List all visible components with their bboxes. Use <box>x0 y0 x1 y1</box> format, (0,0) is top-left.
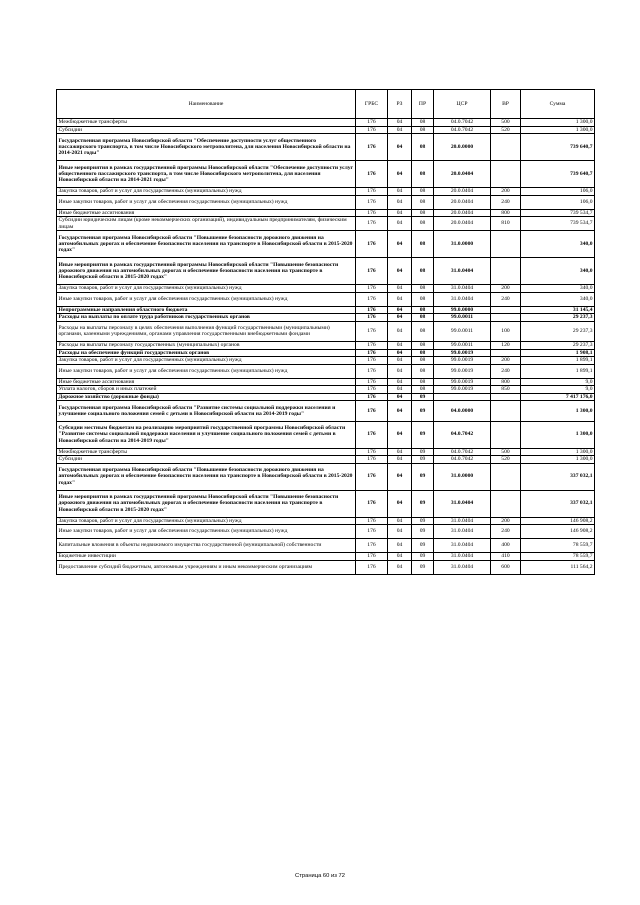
cell-grbs: 176 <box>356 421 388 448</box>
cell-pr: 09 <box>412 490 434 517</box>
table-row <box>57 161 595 188</box>
cell-grbs: 176 <box>356 306 388 314</box>
cell-sum: 146 908,2 <box>521 517 595 525</box>
cell-name: Субсидии <box>57 456 356 464</box>
cell-vr: 600 <box>491 560 521 574</box>
table-row <box>57 134 595 161</box>
cell-rz: 04 <box>388 314 412 322</box>
cell-pr: 09 <box>412 525 434 539</box>
cell-sum: 1 300,0 <box>521 126 595 134</box>
table-row <box>57 525 595 539</box>
cell-csr: 20.0.0404 <box>434 188 491 196</box>
cell-vr <box>491 161 521 188</box>
cell-grbs: 176 <box>356 292 388 306</box>
cell-csr <box>434 393 491 401</box>
cell-grbs: 176 <box>356 231 388 258</box>
cell-name: Бюджетные инвестиции <box>57 553 356 561</box>
cell-sum: 340,0 <box>521 285 595 293</box>
cell-vr: 800 <box>491 378 521 386</box>
cell-csr: 99.0.0000 <box>434 306 491 314</box>
header-pr: ПР <box>412 90 434 119</box>
cell-vr <box>491 349 521 357</box>
cell-csr: 20.0.0404 <box>434 161 491 188</box>
cell-vr: 100 <box>491 321 521 342</box>
cell-csr: 04.0.7042 <box>434 421 491 448</box>
cell-pr: 08 <box>412 188 434 196</box>
cell-grbs: 176 <box>356 364 388 378</box>
cell-pr: 09 <box>412 553 434 561</box>
cell-grbs: 176 <box>356 195 388 209</box>
cell-rz: 04 <box>388 525 412 539</box>
cell-csr: 99.0.0019 <box>434 349 491 357</box>
table-row <box>57 357 595 365</box>
cell-rz: 04 <box>388 357 412 365</box>
cell-rz: 04 <box>388 292 412 306</box>
table-row <box>57 306 595 314</box>
cell-grbs: 176 <box>356 119 388 127</box>
cell-csr: 31.0.0000 <box>434 231 491 258</box>
cell-csr: 20.0.0000 <box>434 134 491 161</box>
cell-grbs: 176 <box>356 386 388 394</box>
table-row <box>57 231 595 258</box>
cell-rz: 04 <box>388 119 412 127</box>
table-row <box>57 342 595 350</box>
cell-sum: 1 899,1 <box>521 357 595 365</box>
cell-name: Расходы на выплаты персоналу в целях обеспечения выполнения функций государственными (муниципальными) органами, казенными учреждениями, органами управления государственными внебюджетными фондами <box>57 321 356 342</box>
cell-name: Субсидии местным бюджетам на реализацию мероприятий государственной программы Новосибирской области "Развитие системы социальной поддержки населения и улучшение социального положения семей с детьми в Новосибирской области на 2014-2019 годы" <box>57 421 356 448</box>
cell-name: Расходы на выплаты по оплате труда работников государственных органов <box>57 314 356 322</box>
cell-csr: 04.0.7042 <box>434 126 491 134</box>
cell-pr: 08 <box>412 258 434 285</box>
table-row <box>57 188 595 196</box>
cell-pr: 08 <box>412 209 434 217</box>
table-row <box>57 364 595 378</box>
cell-csr: 31.0.0404 <box>434 517 491 525</box>
cell-rz: 04 <box>388 560 412 574</box>
cell-sum: 1 300,0 <box>521 421 595 448</box>
table-row <box>57 285 595 293</box>
cell-pr: 08 <box>412 285 434 293</box>
cell-csr: 04.0.7042 <box>434 456 491 464</box>
cell-rz: 04 <box>388 195 412 209</box>
cell-rz: 04 <box>388 421 412 448</box>
cell-pr: 08 <box>412 134 434 161</box>
table-header-row <box>57 90 595 119</box>
cell-vr: 850 <box>491 386 521 394</box>
cell-sum: 739 534,7 <box>521 209 595 217</box>
cell-rz: 04 <box>388 321 412 342</box>
cell-csr: 31.0.0404 <box>434 490 491 517</box>
cell-pr: 09 <box>412 560 434 574</box>
cell-rz: 04 <box>388 490 412 517</box>
cell-name: Иные мероприятия в рамках государственной программы Новосибирской области "Повышение безопасности дорожного движения на автомобильных дорогах и обеспечение безопасности населения на транспорте в Новосибирской области в 2015-2020 годах" <box>57 490 356 517</box>
page-number: Страница 60 из 72 <box>295 873 345 879</box>
cell-vr <box>491 258 521 285</box>
cell-grbs: 176 <box>356 448 388 456</box>
cell-csr: 04.0.7042 <box>434 448 491 456</box>
cell-name: Межбюджетные трансферты <box>57 119 356 127</box>
cell-sum: 29 237,3 <box>521 342 595 350</box>
cell-name: Иные закупки товаров, работ и услуг для обеспечения государственных (муниципальных) нужд <box>57 525 356 539</box>
cell-rz: 04 <box>388 553 412 561</box>
cell-vr <box>491 463 521 490</box>
cell-name: Расходы на выплаты персоналу государственных (муниципальных) органов <box>57 342 356 350</box>
cell-vr: 520 <box>491 126 521 134</box>
cell-pr: 08 <box>412 119 434 127</box>
cell-rz: 04 <box>388 209 412 217</box>
cell-pr: 08 <box>412 342 434 350</box>
table-row <box>57 258 595 285</box>
cell-vr: 240 <box>491 292 521 306</box>
cell-rz: 04 <box>388 285 412 293</box>
cell-sum: 78 559,7 <box>521 539 595 553</box>
cell-grbs: 176 <box>356 378 388 386</box>
cell-name: Иные закупки товаров, работ и услуг для обеспечения государственных (муниципальных) нужд <box>57 195 356 209</box>
cell-vr: 410 <box>491 553 521 561</box>
cell-name: Уплата налогов, сборов и иных платежей <box>57 386 356 394</box>
cell-name: Субсидии <box>57 126 356 134</box>
cell-sum: 739 640,7 <box>521 161 595 188</box>
table-row <box>57 378 595 386</box>
cell-name: Межбюджетные трансферты <box>57 448 356 456</box>
cell-grbs: 176 <box>356 285 388 293</box>
cell-rz: 04 <box>388 456 412 464</box>
cell-rz: 04 <box>388 258 412 285</box>
cell-sum: 9,0 <box>521 378 595 386</box>
cell-pr: 09 <box>412 393 434 401</box>
cell-csr: 31.0.0404 <box>434 285 491 293</box>
cell-grbs: 176 <box>356 357 388 365</box>
cell-name: Государственная программа Новосибирской области "Обеспечение доступности услуг общественного пассажирского транспорта, в том числе Новосибирского метрополитена, для населения Новосибирской области на 2014-2021 годы" <box>57 134 356 161</box>
cell-vr: 800 <box>491 209 521 217</box>
cell-csr: 04.0.7042 <box>434 119 491 127</box>
cell-name: Закупка товаров, работ и услуг для государственных (муниципальных) нужд <box>57 357 356 365</box>
cell-sum: 111 564,2 <box>521 560 595 574</box>
table-row <box>57 195 595 209</box>
table-row <box>57 314 595 322</box>
cell-vr <box>491 314 521 322</box>
header-grbs: ГРБС <box>356 90 388 119</box>
table-body <box>57 119 595 575</box>
cell-pr: 09 <box>412 463 434 490</box>
cell-grbs: 176 <box>356 560 388 574</box>
cell-name: Дорожное хозяйство (дорожные фонды) <box>57 393 356 401</box>
cell-grbs: 176 <box>356 134 388 161</box>
table-row <box>57 421 595 448</box>
cell-sum: 29 237,3 <box>521 314 595 322</box>
cell-rz: 04 <box>388 539 412 553</box>
table-row <box>57 386 595 394</box>
cell-vr: 520 <box>491 456 521 464</box>
budget-table <box>56 89 595 575</box>
cell-vr: 240 <box>491 525 521 539</box>
table-row <box>57 217 595 231</box>
cell-sum: 1 300,0 <box>521 119 595 127</box>
cell-sum: 337 032,1 <box>521 463 595 490</box>
cell-sum: 29 237,3 <box>521 321 595 342</box>
cell-grbs: 176 <box>356 490 388 517</box>
cell-grbs: 176 <box>356 463 388 490</box>
cell-name: Иные бюджетные ассигнования <box>57 209 356 217</box>
cell-csr: 04.0.0000 <box>434 401 491 422</box>
cell-sum: 337 032,1 <box>521 490 595 517</box>
cell-name: Закупка товаров, работ и услуг для государственных (муниципальных) нужд <box>57 188 356 196</box>
header-vr: ВР <box>491 90 521 119</box>
cell-grbs: 176 <box>356 553 388 561</box>
cell-grbs: 176 <box>356 161 388 188</box>
cell-pr: 08 <box>412 357 434 365</box>
cell-rz: 04 <box>388 126 412 134</box>
cell-grbs: 176 <box>356 209 388 217</box>
cell-sum: 1 300,0 <box>521 448 595 456</box>
table-row <box>57 393 595 401</box>
cell-vr: 500 <box>491 119 521 127</box>
table-row <box>57 209 595 217</box>
cell-sum: 1 908,1 <box>521 349 595 357</box>
cell-name: Иные мероприятия в рамках государственной программы Новосибирской области "Повышение безопасности дорожного движения на автомобильных дорогах и обеспечение безопасности населения на транспорте в Новосибирской области в 2015-2020 годах" <box>57 258 356 285</box>
header-csr: ЦСР <box>434 90 491 119</box>
cell-sum: 340,0 <box>521 258 595 285</box>
cell-name: Закупка товаров, работ и услуг для государственных (муниципальных) нужд <box>57 285 356 293</box>
cell-sum: 1 899,1 <box>521 364 595 378</box>
cell-sum: 1 300,0 <box>521 456 595 464</box>
cell-rz: 04 <box>388 463 412 490</box>
table-row <box>57 517 595 525</box>
cell-rz: 04 <box>388 231 412 258</box>
cell-pr: 08 <box>412 314 434 322</box>
cell-pr: 08 <box>412 386 434 394</box>
cell-csr: 31.0.0404 <box>434 539 491 553</box>
cell-vr: 200 <box>491 285 521 293</box>
cell-sum: 146 908,2 <box>521 525 595 539</box>
cell-sum: 9,0 <box>521 386 595 394</box>
table-row <box>57 560 595 574</box>
cell-csr: 99.0.0019 <box>434 378 491 386</box>
cell-grbs: 176 <box>356 539 388 553</box>
cell-grbs: 176 <box>356 517 388 525</box>
cell-pr: 08 <box>412 217 434 231</box>
table-row <box>57 349 595 357</box>
cell-sum: 106,0 <box>521 188 595 196</box>
cell-sum: 31 145,4 <box>521 306 595 314</box>
cell-rz: 04 <box>388 161 412 188</box>
cell-csr: 20.0.0404 <box>434 195 491 209</box>
cell-grbs: 176 <box>356 393 388 401</box>
cell-name: Иные закупки товаров, работ и услуг для обеспечения государственных (муниципальных) нужд <box>57 292 356 306</box>
cell-vr: 200 <box>491 188 521 196</box>
cell-csr: 31.0.0404 <box>434 553 491 561</box>
table-row <box>57 401 595 422</box>
cell-rz: 04 <box>388 342 412 350</box>
cell-name: Иные бюджетные ассигнования <box>57 378 356 386</box>
cell-vr <box>491 393 521 401</box>
cell-rz: 04 <box>388 134 412 161</box>
cell-vr <box>491 134 521 161</box>
cell-csr: 31.0.0000 <box>434 463 491 490</box>
cell-pr: 09 <box>412 539 434 553</box>
cell-pr: 09 <box>412 401 434 422</box>
cell-vr: 200 <box>491 517 521 525</box>
cell-grbs: 176 <box>356 217 388 231</box>
cell-sum: 78 559,7 <box>521 553 595 561</box>
table-row <box>57 553 595 561</box>
cell-pr: 08 <box>412 306 434 314</box>
cell-pr: 08 <box>412 195 434 209</box>
cell-grbs: 176 <box>356 349 388 357</box>
cell-grbs: 176 <box>356 321 388 342</box>
cell-rz: 04 <box>388 364 412 378</box>
header-name: Наименование <box>57 90 356 119</box>
cell-vr <box>491 490 521 517</box>
cell-rz: 04 <box>388 401 412 422</box>
table-row <box>57 119 595 127</box>
table-row <box>57 126 595 134</box>
cell-csr: 99.0.0011 <box>434 342 491 350</box>
cell-grbs: 176 <box>356 258 388 285</box>
cell-vr <box>491 421 521 448</box>
cell-vr <box>491 231 521 258</box>
cell-name: Непрограммные направления областного бюджета <box>57 306 356 314</box>
header-sum: Сумма <box>521 90 595 119</box>
cell-rz: 04 <box>388 517 412 525</box>
cell-grbs: 176 <box>356 314 388 322</box>
cell-pr: 09 <box>412 421 434 448</box>
cell-grbs: 176 <box>356 188 388 196</box>
cell-rz: 04 <box>388 378 412 386</box>
cell-name: Закупка товаров, работ и услуг для государственных (муниципальных) нужд <box>57 517 356 525</box>
cell-pr: 08 <box>412 161 434 188</box>
cell-name: Государственная программа Новосибирской области "Повышение безопасности дорожного движения на автомобильных дорогах и обеспечение безопасности населения на транспорте в Новосибирской области в 2015-2020 годах" <box>57 231 356 258</box>
cell-vr <box>491 401 521 422</box>
cell-vr: 500 <box>491 448 521 456</box>
table-row <box>57 448 595 456</box>
cell-csr: 31.0.0404 <box>434 525 491 539</box>
cell-name: Субсидии юридическим лицам (кроме некоммерческих организаций), индивидуальным предпринимателям, физическим лицам <box>57 217 356 231</box>
cell-csr: 31.0.0404 <box>434 560 491 574</box>
cell-csr: 99.0.0019 <box>434 386 491 394</box>
header-rz: РЗ <box>388 90 412 119</box>
cell-rz: 04 <box>388 217 412 231</box>
cell-name: Государственная программа Новосибирской области "Повышение безопасности дорожного движения на автомобильных дорогах и обеспечение безопасности населения на транспорте в Новосибирской области в 2015-2020 годах" <box>57 463 356 490</box>
cell-grbs: 176 <box>356 342 388 350</box>
cell-sum: 340,0 <box>521 231 595 258</box>
cell-name: Иные закупки товаров, работ и услуг для обеспечения государственных (муниципальных) нужд <box>57 364 356 378</box>
cell-vr: 200 <box>491 357 521 365</box>
cell-name: Иные мероприятия в рамках государственной программы Новосибирской области "Обеспечение доступности услуг общественного пассажирского транспорта, в том числе Новосибирского метрополитена, для населения Новосибирской области на 2014-2021 годы" <box>57 161 356 188</box>
cell-rz: 04 <box>388 349 412 357</box>
cell-vr: 810 <box>491 217 521 231</box>
cell-rz: 04 <box>388 306 412 314</box>
cell-pr: 08 <box>412 349 434 357</box>
cell-sum: 340,0 <box>521 292 595 306</box>
cell-csr: 31.0.0404 <box>434 258 491 285</box>
cell-sum: 1 300,0 <box>521 401 595 422</box>
cell-pr: 08 <box>412 321 434 342</box>
table-row <box>57 321 595 342</box>
cell-pr: 09 <box>412 456 434 464</box>
cell-csr: 20.0.0404 <box>434 217 491 231</box>
cell-csr: 31.0.0404 <box>434 292 491 306</box>
cell-rz: 04 <box>388 386 412 394</box>
cell-pr: 09 <box>412 517 434 525</box>
cell-vr: 120 <box>491 342 521 350</box>
cell-pr: 08 <box>412 126 434 134</box>
cell-csr: 99.0.0019 <box>434 357 491 365</box>
cell-sum: 739 534,7 <box>521 217 595 231</box>
cell-sum: 7 417 176,0 <box>521 393 595 401</box>
cell-csr: 99.0.0011 <box>434 314 491 322</box>
cell-pr: 08 <box>412 378 434 386</box>
cell-grbs: 176 <box>356 401 388 422</box>
cell-rz: 04 <box>388 188 412 196</box>
cell-name: Капитальные вложения в объекты недвижимого имущества государственной (муниципальной) собственности <box>57 539 356 553</box>
cell-csr: 99.0.0011 <box>434 321 491 342</box>
cell-grbs: 176 <box>356 126 388 134</box>
cell-vr: 240 <box>491 195 521 209</box>
cell-vr <box>491 306 521 314</box>
cell-sum: 739 640,7 <box>521 134 595 161</box>
cell-name: Расходы на обеспечение функций государственных органов <box>57 349 356 357</box>
cell-pr: 08 <box>412 231 434 258</box>
cell-csr: 99.0.0019 <box>434 364 491 378</box>
cell-sum: 106,0 <box>521 195 595 209</box>
cell-vr: 240 <box>491 364 521 378</box>
cell-pr: 08 <box>412 292 434 306</box>
cell-grbs: 176 <box>356 456 388 464</box>
cell-rz: 04 <box>388 393 412 401</box>
table-row <box>57 539 595 553</box>
cell-name: Государственная программа Новосибирской области "Развитие системы социальной поддержки населения и улучшение социального положения семей с детьми в Новосибирской области на 2014-2019 годы" <box>57 401 356 422</box>
table-row <box>57 490 595 517</box>
cell-grbs: 176 <box>356 525 388 539</box>
table-row <box>57 292 595 306</box>
table-row <box>57 463 595 490</box>
cell-vr: 400 <box>491 539 521 553</box>
cell-rz: 04 <box>388 448 412 456</box>
cell-pr: 08 <box>412 364 434 378</box>
cell-name: Предоставление субсидий бюджетным, автономным учреждениям и иным некоммерческим организациям <box>57 560 356 574</box>
cell-pr: 09 <box>412 448 434 456</box>
cell-csr: 20.0.0404 <box>434 209 491 217</box>
table-row <box>57 456 595 464</box>
